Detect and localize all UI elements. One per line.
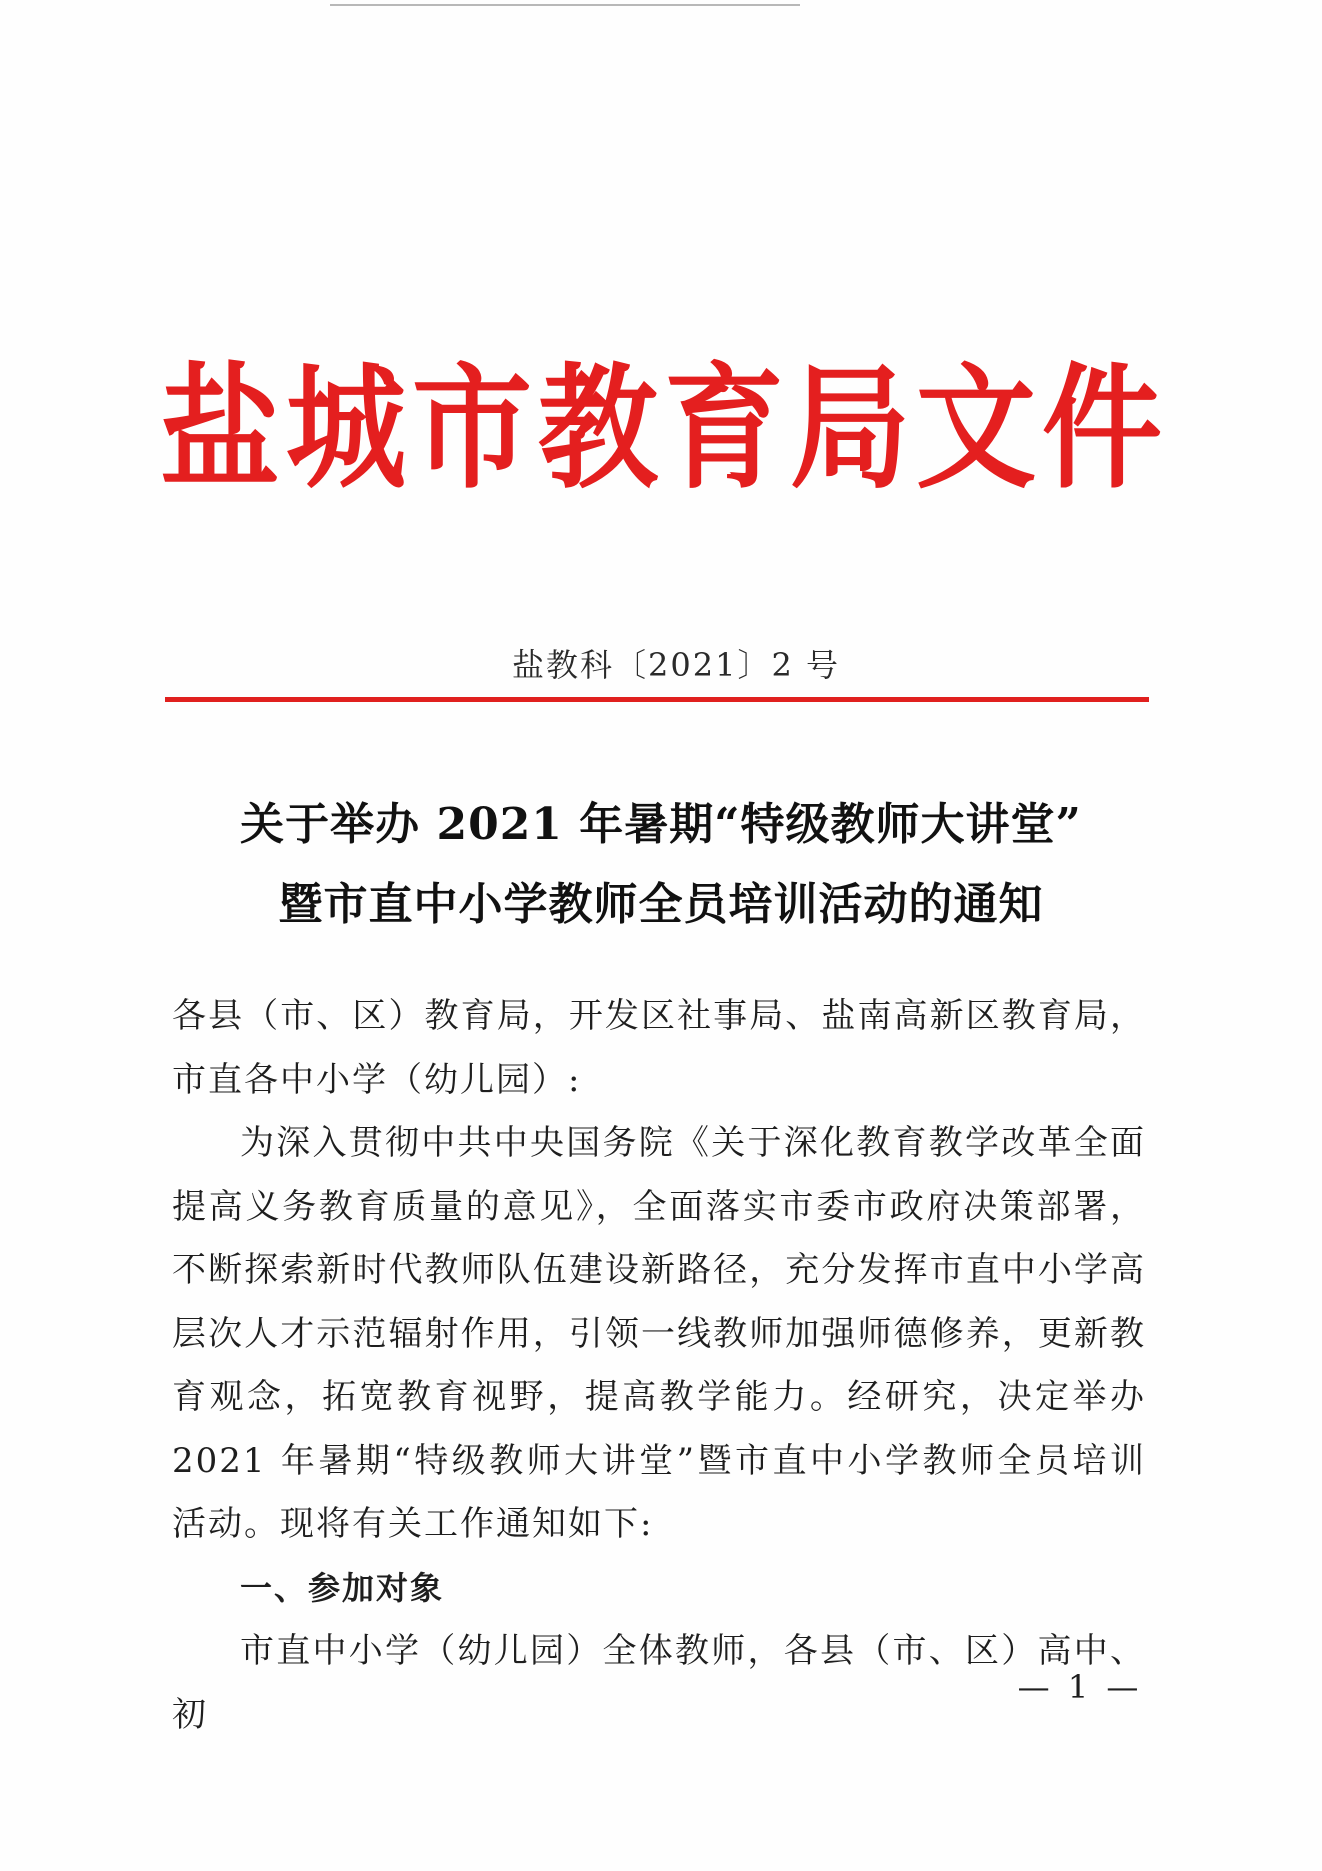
notice-title-line-1: 关于举办 2021 年暑期“特级教师大讲堂”: [240, 799, 1082, 850]
notice-body: [172, 985, 1146, 1747]
section-heading-participants: 一、参加对象: [240, 1568, 445, 1607]
notice-title-line-2: 暨市直中小学教师全员培训活动的通知: [278, 879, 1044, 930]
red-separator-line: [165, 697, 1149, 702]
section-participants-text: 市直中小学（幼儿园）全体教师，各县（市、区）高中、初: [172, 1631, 1146, 1735]
issuing-authority-header: 盐城市教育局文件: [160, 349, 1168, 508]
intro-paragraph: 为深入贯彻中共中央国务院《关于深化教育教学改革全面提高义务教育质量的意见》，全面落实市委市政府决策部署，不断探索新时代教师队伍建设新路径，充分发挥市直中小学高层次人才示范辐射作用，引领一线教师加强师德修养，更新教育观念，拓宽教育视野，提高教学能力。经研究，决定举办 2021 年暑期“特级教师大讲堂”暨市直中小学教师全员培训活动。现将有关工作通知如下:: [172, 1123, 1146, 1544]
salutation: 各县（市、区）教育局，开发区社事局、盐南高新区教育局，市直各中小学（幼儿园）:: [172, 996, 1146, 1100]
notice-title: [0, 785, 1322, 945]
scan-edge-line: [330, 4, 800, 6]
document-number: 盐教科〔2021〕2 号: [512, 646, 840, 684]
page-number: — 1 —: [1017, 1668, 1143, 1706]
